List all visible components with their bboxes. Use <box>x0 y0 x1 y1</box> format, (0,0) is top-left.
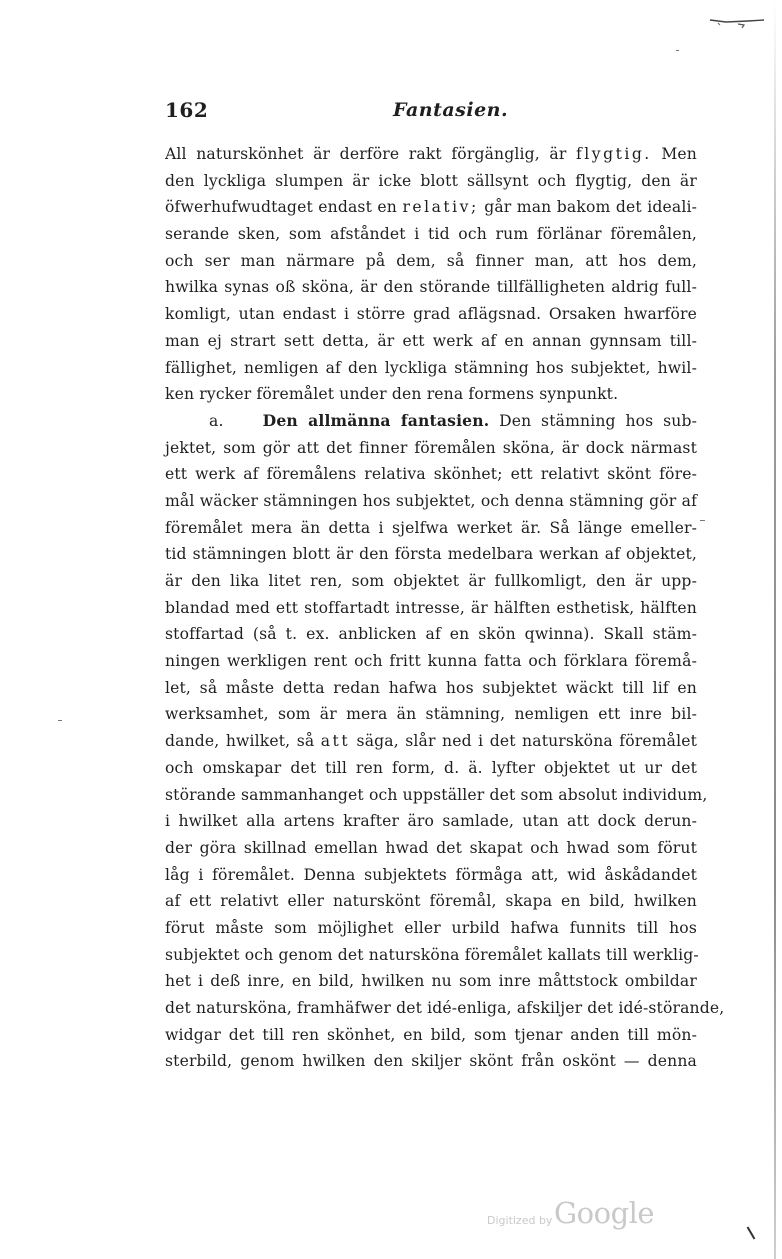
text-line: jektet, som gör att det finner föremålen sköna, är dock närmast <box>165 438 697 457</box>
section-heading-line: a. Den allmänna fantasien. Den stämning hos sub- <box>209 410 697 430</box>
text-line: dande, hwilket, så att säga, slår ned i det natursköna föremålet <box>165 732 698 751</box>
text-line: ett werk af föremålens relativa skönhet; ett relativt skönt före- <box>165 465 697 484</box>
text-line: der göra skillnad emellan hwad det skapat och hwad som förut <box>165 838 697 857</box>
text-line: och ser man närmare på dem, så finner man, att hos dem, <box>165 251 697 270</box>
scan-speck <box>700 520 705 521</box>
section-label: a. <box>209 411 224 430</box>
google-logo: Google <box>554 1196 655 1230</box>
body-text <box>165 141 725 1075</box>
ink-tick-mark <box>747 1226 756 1239</box>
text-line: öfwerhufwudtaget endast en relativ; går man bakom det ideali- <box>165 198 698 217</box>
text-line: werksamhet, som är mera än stämning, nemligen ett inre bil- <box>165 705 697 724</box>
text-line: All naturskönhet är derföre rakt förgänglig, är flygtig. Men <box>165 145 698 163</box>
text-line: let, så måste detta redan hafwa hos subjektet wäckt till lif en <box>165 678 697 697</box>
scan-speck <box>58 720 62 721</box>
text-line: blandad med ett stoffartadt intresse, är hälften esthetisk, hälften <box>165 598 697 617</box>
text-line: subjektet och genom det natursköna föremålet kallats till werklig- <box>165 945 699 964</box>
text-line: det natursköna, framhäfwer det idé-enliga, afskiljer det idé-störande, <box>165 999 725 1017</box>
section-title: Den allmänna fantasien. <box>262 410 490 430</box>
text-line: sterbild, genom hwilken den skiljer skönt från oskönt — denna <box>165 1052 697 1071</box>
text-line: mål wäcker stämningen hos subjektet, och denna stämning gör af <box>165 491 697 510</box>
text-line: fällighet, nemligen af den lyckliga stämning hos subjektet, hwil- <box>165 358 697 377</box>
text-line: och omskapar det till ren form, d. ä. lyfter objektet ut ur det <box>165 758 697 777</box>
page-header <box>165 98 695 128</box>
text-line: hwilka synas oß sköna, är den störande tillfälligheten aldrig full- <box>165 278 697 297</box>
text-line: tid stämningen blott är den första medelbara werkan af objektet, <box>165 545 697 564</box>
watermark-prefix: Digitized by <box>487 1214 553 1227</box>
page-edge-shadow <box>774 0 776 1259</box>
text-line: ken rycker föremålet under den rena formens synpunkt. <box>165 385 619 404</box>
text-line: låg i föremålet. Denna subjektets förmåga att, wid åskådandet <box>165 865 697 884</box>
text-line: komligt, utan endast i större grad aflägsnad. Orsaken hwarföre <box>165 305 697 324</box>
text-line: är den lika litet ren, som objektet är fullkomligt, den är upp- <box>165 572 697 590</box>
text-line: ningen werkligen rent och fritt kunna fatta och förklara föremå- <box>165 652 697 671</box>
text-line: den lyckliga slumpen är icke blott sällsynt och flygtig, den är <box>165 171 697 190</box>
text-line: widgar det till ren skönhet, en bild, som tjenar anden till mön- <box>165 1025 697 1044</box>
scan-speck <box>676 50 679 51</box>
text-line: i hwilket alla artens krafter äro samlade, utan att dock derun- <box>165 812 697 831</box>
text-line: man ej strart sett detta, är ett werk af en annan gynnsam till- <box>165 331 697 350</box>
ink-corner-mark <box>708 16 766 32</box>
digitized-by-watermark <box>487 1196 657 1240</box>
page-number: 162 <box>165 98 209 122</box>
text-line: stoffartad (så t. ex. anblicken af en skön qwinna). Skall stäm- <box>165 625 697 644</box>
text-line: af ett relativt eller naturskönt föremål, skapa en bild, hwilken <box>165 892 697 911</box>
text-line: förut måste som möjlighet eller urbild hafwa funnits till hos <box>165 918 697 937</box>
text-line: störande sammanhanget och uppställer det som absolut individum, <box>165 785 708 804</box>
running-head: Fantasien. <box>393 99 509 121</box>
text-line: het i deß inre, en bild, hwilken nu som inre måttstock ombildar <box>165 972 697 991</box>
text-line: serande sken, som afståndet i tid och rum förlänar föremålen, <box>165 225 697 244</box>
text-line: föremålet mera än detta i sjelfwa werket är. Så länge emeller- <box>165 518 697 537</box>
